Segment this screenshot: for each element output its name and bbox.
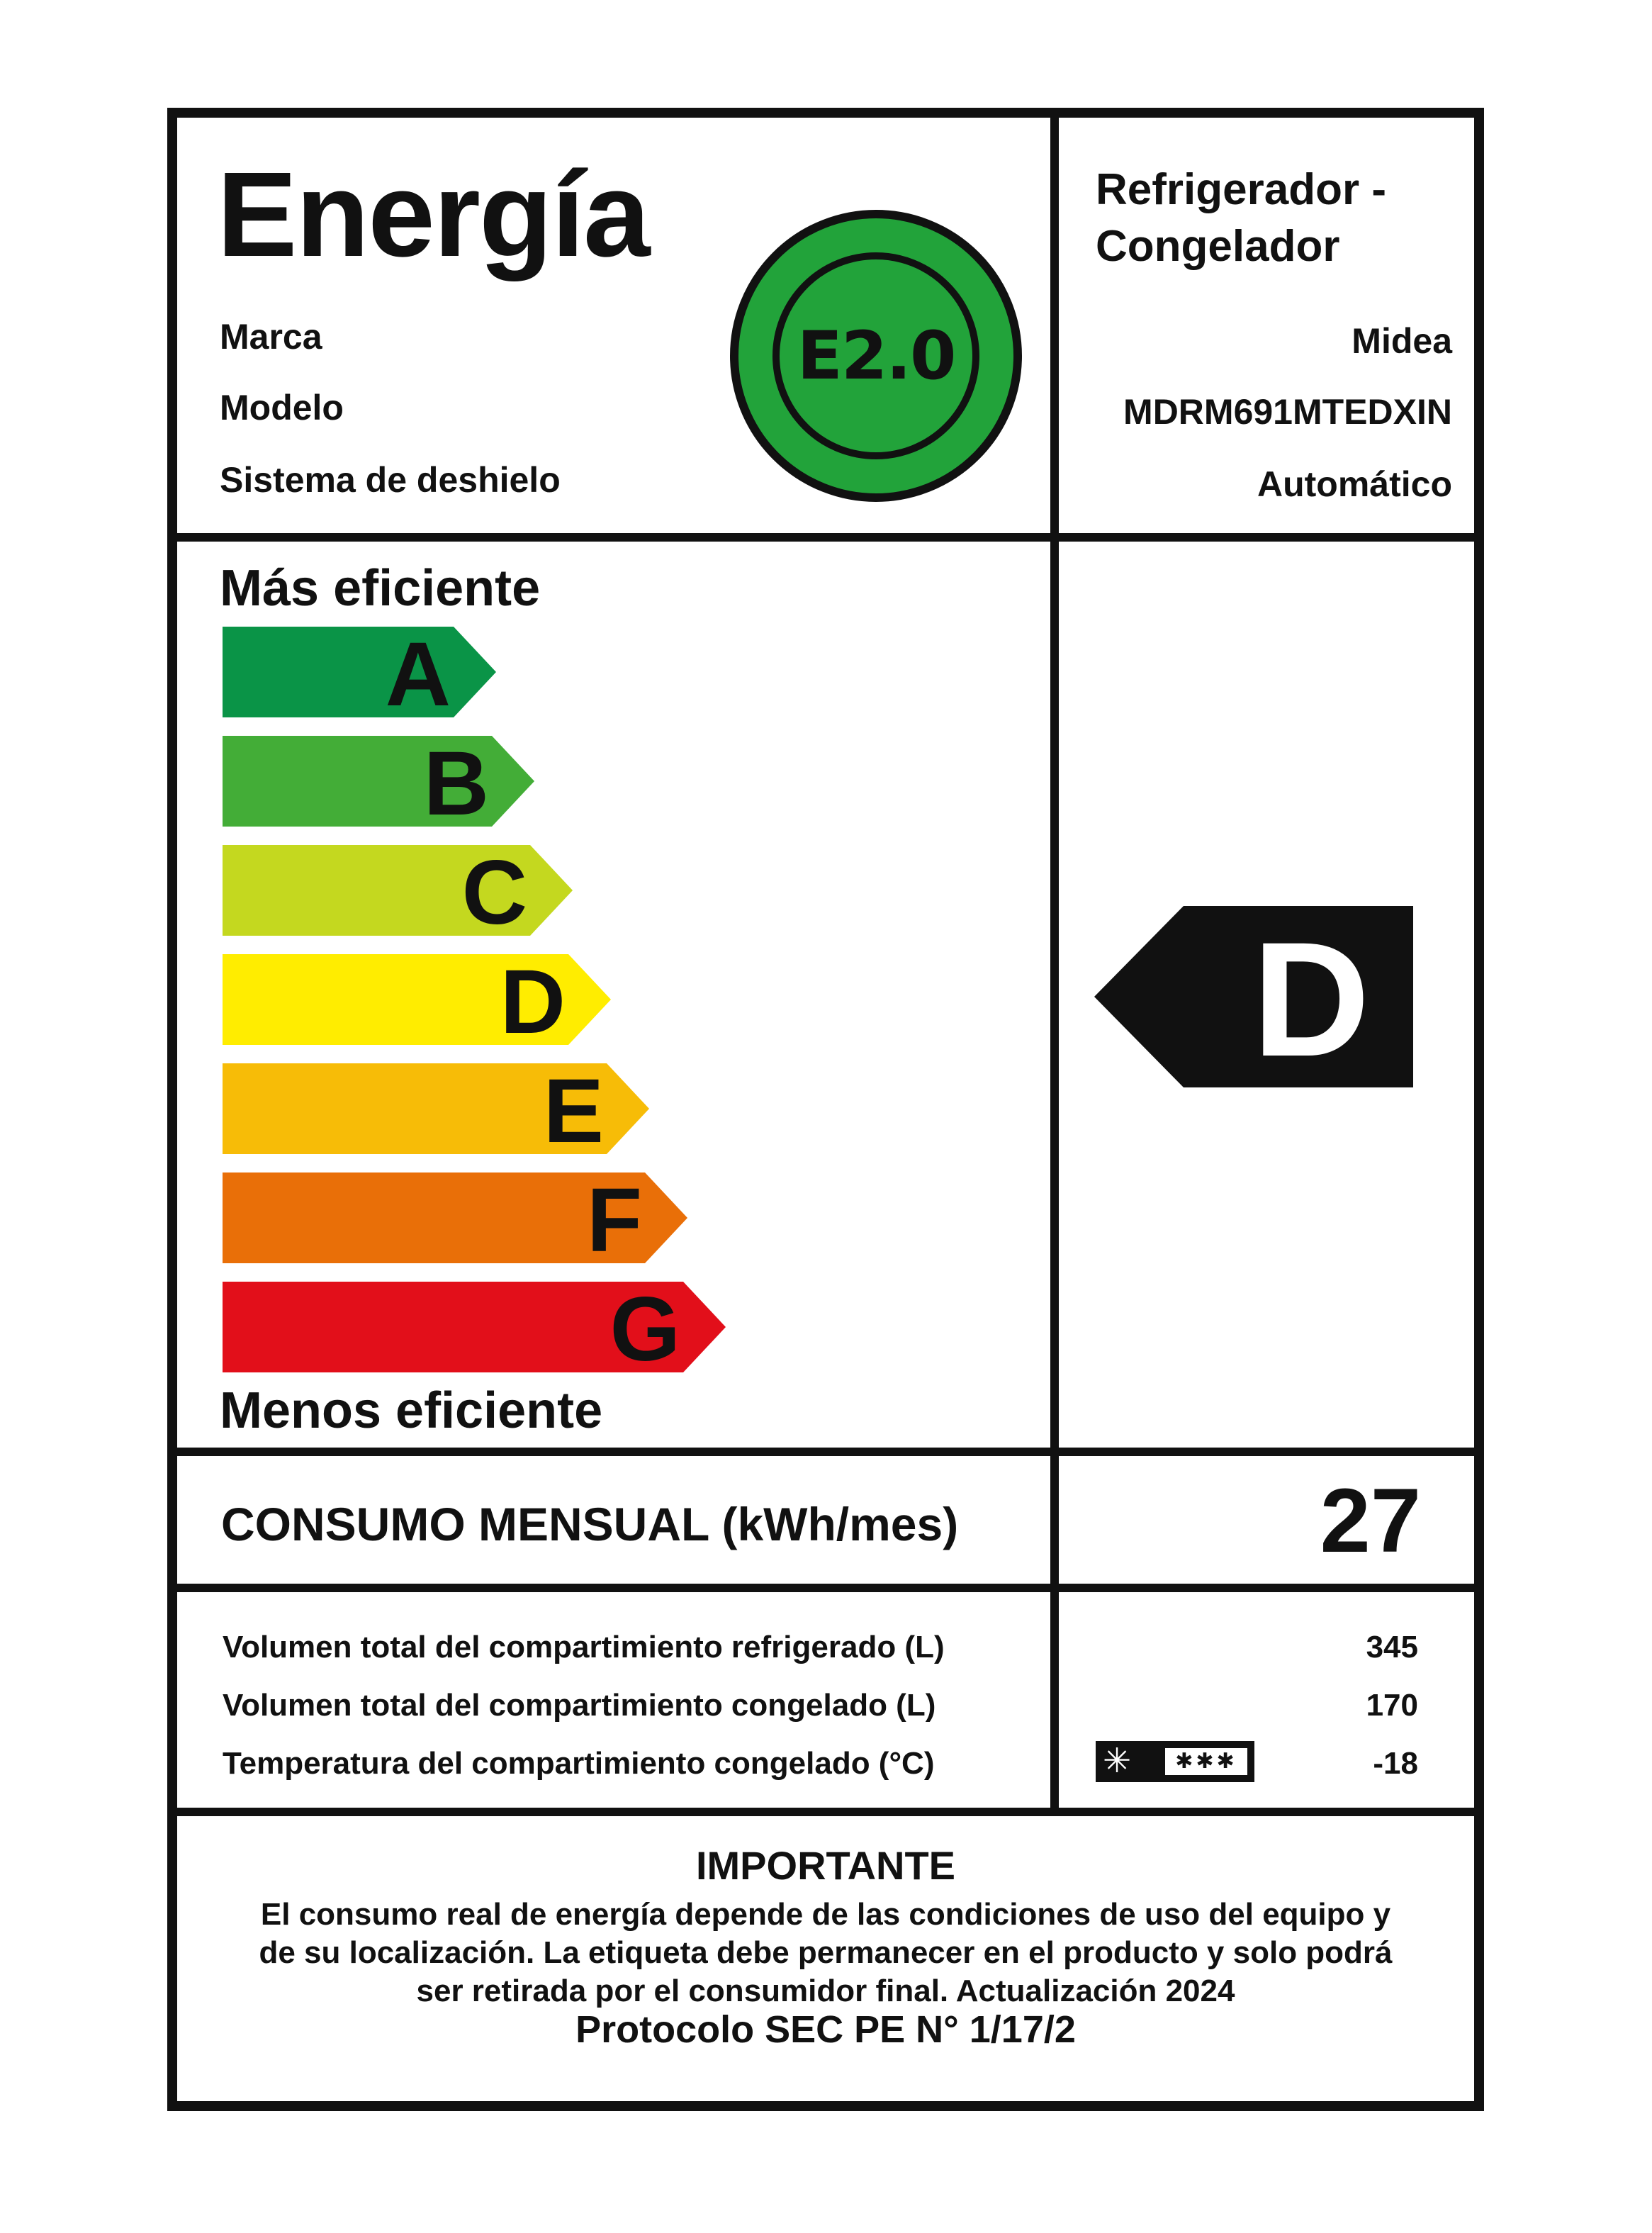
field-label-model: Modelo — [220, 388, 344, 427]
spec-value-freezer-volume: 170 — [1366, 1688, 1418, 1723]
rating-letter: D — [1252, 908, 1371, 1090]
important-line-1: El consumo real de energía depende de las condiciones de uso del equipo y — [260, 1897, 1391, 1932]
spec-label-freezer-temp: Temperatura del compartimiento congelado (°C) — [223, 1746, 935, 1781]
important-title: IMPORTANTE — [695, 1843, 956, 1888]
label-title: Energía — [217, 147, 649, 282]
field-value-model: MDRM691MTEDXIN — [1123, 392, 1452, 432]
spec-value-freezer-temp: -18 — [1373, 1746, 1418, 1781]
important-line-2: de su localización. La etiqueta debe permanecer en el producto y solo podrá — [259, 1935, 1393, 1970]
protocol-text: Protocolo SEC PE N° 1/17/2 — [575, 2008, 1076, 2051]
important-body — [167, 1896, 1484, 2010]
field-value-brand: Midea — [1352, 321, 1452, 361]
class-letter-f: F — [586, 1170, 642, 1271]
spec-value-fridge-volume: 345 — [1366, 1630, 1418, 1664]
scale-top-label: Más eficiente — [220, 560, 541, 617]
field-label-brand: Marca — [220, 317, 322, 357]
class-letter-d: D — [500, 951, 566, 1053]
spec-label-freezer-volume: Volumen total del compartimiento congelado (L) — [223, 1688, 936, 1723]
class-letter-e: E — [543, 1060, 604, 1162]
field-label-defrost: Sistema de deshielo — [220, 460, 561, 500]
three-star-icon: ✱✱✱ — [1165, 1748, 1247, 1775]
spec-label-fridge-volume: Volumen total del compartimiento refrigerado (L) — [223, 1630, 945, 1664]
class-letter-b: B — [423, 733, 489, 834]
class-letter-a: A — [385, 624, 451, 725]
class-letter-c: C — [461, 842, 527, 944]
snowflake-icon: ✳ — [1103, 1742, 1132, 1780]
appliance-type-line2: Congelador — [1096, 222, 1340, 271]
class-letter-g: G — [609, 1279, 680, 1380]
scale-bottom-label: Menos eficiente — [220, 1382, 603, 1439]
consumption-label: CONSUMO MENSUAL (kWh/mes) — [221, 1498, 959, 1550]
appliance-type-line1: Refrigerador - — [1096, 165, 1386, 214]
consumption-value: 27 — [1320, 1470, 1421, 1572]
e2-seal-text: E2.0 — [797, 317, 955, 395]
important-line-3: ser retirada por el consumidor final. Actualización 2024 — [416, 1974, 1235, 2008]
field-value-defrost: Automático — [1257, 464, 1452, 504]
freezer-star-badge — [1096, 1741, 1254, 1782]
